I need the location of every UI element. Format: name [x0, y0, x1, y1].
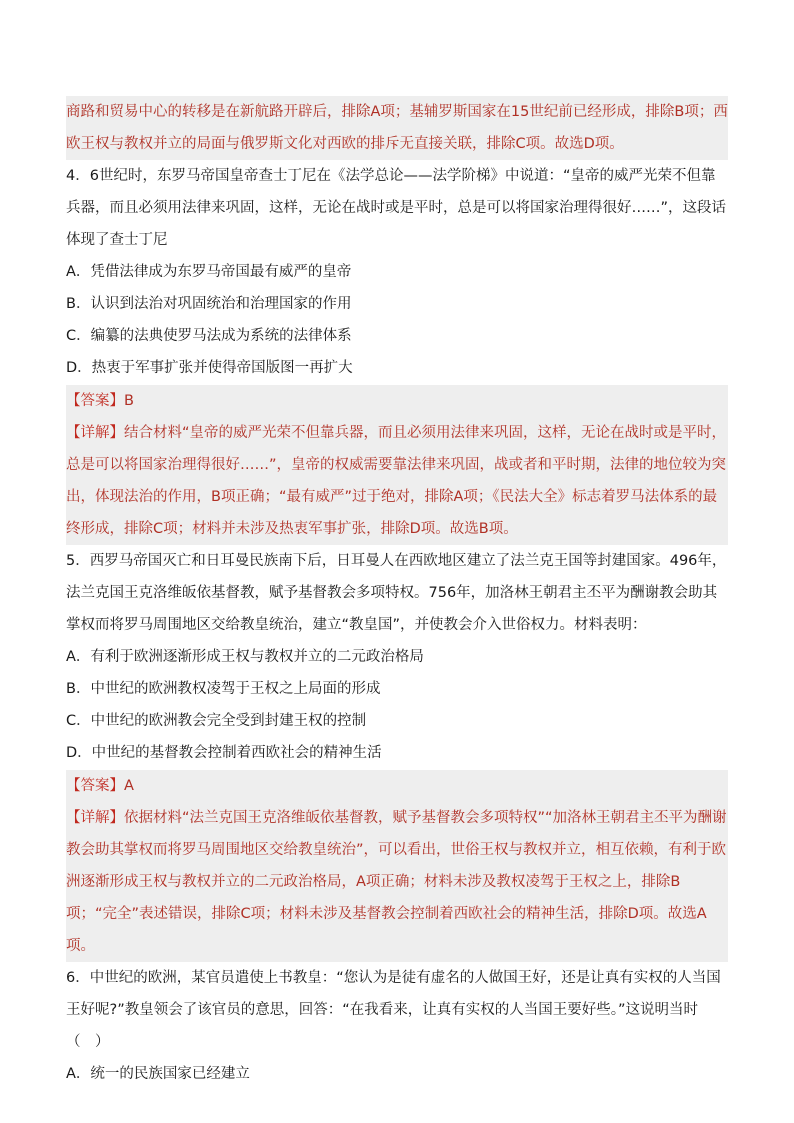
question-4-option-a: A．凭借法律成为东罗马帝国最有威严的皇帝: [66, 264, 352, 280]
question-6-option-a: A．统一的民族国家已经建立: [66, 1066, 250, 1082]
question-4-stem: 4．6世纪时，东罗马帝国皇帝查士丁尼在《法学总论——法学阶梯》中说道：“皇帝的威严光荣不但靠兵器，而且必须用法律来巩固，这样，无论在战时或是平时，总是可以将国家治理得很好……”，这段话体现了查士丁尼: [66, 168, 727, 248]
detail-label: 【详解】: [66, 425, 124, 441]
question-5-detail: [66, 802, 728, 962]
prev-explanation: 商路和贸易中心的转移是在新航路开辟后，排除A项；基辅罗斯国家在15世纪前已经形成，排除B项；西欧王权与教权并立的局面与俄罗斯文化对西欧的排斥无直接关联，排除C项。故选D项。: [66, 96, 728, 160]
answer-label: 【答案】: [66, 778, 124, 794]
question-4-option-b: B．认识到法治对巩固统治和治理国家的作用: [66, 296, 352, 312]
detail-label: 【详解】: [66, 810, 124, 826]
question-4-option-c: C．编纂的法典使罗马法成为系统的法律体系: [66, 328, 352, 344]
question-4-option-d: D．热衷于军事扩张并使得帝国版图一再扩大: [66, 360, 353, 376]
question-5-answer: [66, 770, 728, 802]
question-6-stem: 6．中世纪的欧洲，某官员遣使上书教皇：“您认为是徒有虚名的人做国王好，还是让真有实权的人当国王好呢?”教皇领会了该官员的意思，回答：“在我看来，让真有实权的人当国王要好些。”这说明当时（ ）: [66, 970, 721, 1050]
answer-value: A: [124, 778, 134, 794]
answer-label: 【答案】: [66, 393, 124, 409]
document-content: [66, 96, 728, 1090]
answer-value: B: [124, 393, 134, 409]
question-4-answer: [66, 385, 728, 417]
question-5-option-c: C．中世纪的欧洲教会完全受到封建王权的控制: [66, 713, 367, 729]
question-4-detail: [66, 417, 728, 545]
detail-text: 结合材料“皇帝的威严光荣不但靠兵器，而且必须用法律来巩固，这样，无论在战时或是平时，总是可以将国家治理得很好……”，皇帝的权威需要靠法律来巩固，战或者和平时期，法律的地位较为突出，体现法治的作用，B项正确；“最有威严”过于绝对，排除A项；《民法大全》标志着罗马法体系的最终形成，排除C项；材料并未涉及热衷军事扩张，排除D项。故选B项。: [66, 425, 727, 537]
question-5-option-b: B．中世纪的欧洲教权凌驾于王权之上局面的形成: [66, 681, 381, 697]
question-5-option-a: A．有利于欧洲逐渐形成王权与教权并立的二元政治格局: [66, 649, 424, 665]
question-5-stem: 5．西罗马帝国灭亡和日耳曼民族南下后，日耳曼人在西欧地区建立了法兰克王国等封建国家。496年，法兰克国王克洛维皈依基督教，赋予基督教会多项特权。756年，加洛林王朝君主丕平为酬谢教会助其掌权而将罗马周围地区交给教皇统治，建立“教皇国”，并使教会介入世俗权力。材料表明：: [66, 553, 727, 633]
detail-text: 依据材料“法兰克国王克洛维皈依基督教，赋予基督教会多项特权”“加洛林王朝君主丕平为酬谢教会助其掌权而将罗马周围地区交给教皇统治”，可以看出，世俗王权与教权并立，相互依赖，有利于欧洲逐渐形成王权与教权并立的二元政治格局，A项正确；材料未涉及教权凌驾于王权之上，排除B项；“完全”表述错误，排除C项；材料未涉及基督教会控制着西欧社会的精神生活，排除D项。故选A项。: [66, 810, 727, 954]
question-5-option-d: D．中世纪的基督教会控制着西欧社会的精神生活: [66, 745, 382, 761]
